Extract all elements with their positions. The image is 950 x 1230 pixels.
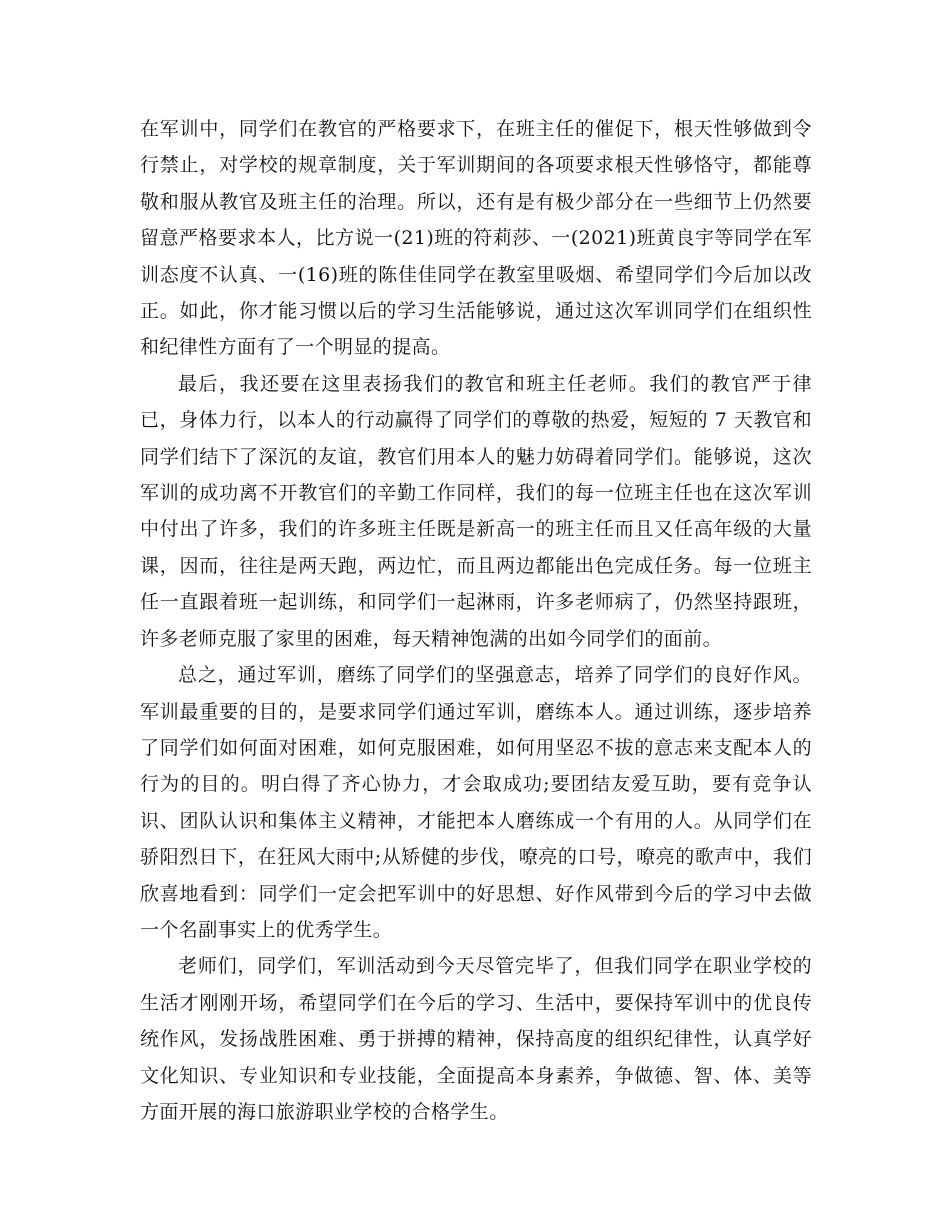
paragraph-1: 在军训中，同学们在教官的严格要求下，在班主任的催促下，根天性够做到令行禁止，对学校的规章制度，关于军训期间的各项要求根天性够恪守，都能尊敬和服从教官及班主任的治理。所以，还有是有极少部分在一些细节上仍然要留意严格要求本人，比方说一(21)班的符莉莎、一(2021)班黄良宇等同学在军训态度不认真、一(16)班的陈佳佳同学在教室里吸烟、希望同学们今后加以改正。如此，你才能习惯以后的学习生活能够说，通过这次军训同学们在组织性和纪律性方面有了一个明显的提高。 xyxy=(140,118,812,359)
document-body xyxy=(140,111,812,1130)
paragraph-2: 最后，我还要在这里表扬我们的教官和班主任老师。我们的教官严于律已，身体力行，以本人的行动赢得了同学们的尊敬的热爱，短短的 7 天教官和同学们结下了深沉的友谊，教官们用本人的魅力妨碍着同学们。能够说，这次军训的成功离不开教官们的辛勤工作同样，我们的每一位班主任也在这次军训中付出了许多，我们的许多班主任既是新高一的班主任而且又任高年级的大量课，因而，往往是两天跑，两边忙，而且两边都能出色完成任务。每一位班主任一直跟着班一起训练，和同学们一起淋雨，许多老师病了，仍然坚持跟班，许多老师克服了家里的困难，每天精神饱满的出如今同学们的面前。 xyxy=(140,372,812,650)
paragraph-4: 老师们，同学们，军训活动到今天尽管完毕了，但我们同学在职业学校的生活才刚刚开场，希望同学们在今后的学习、生活中，要保持军训中的优良传统作风，发扬战胜困难、勇于拼搏的精神，保持高度的组织纪律性，认真学好文化知识、专业知识和专业技能，全面提高本身素养，争做德、智、体、美等方面开展的海口旅游职业学校的合格学生。 xyxy=(140,955,812,1123)
paragraph-3: 总之，通过军训，磨练了同学们的坚强意志，培养了同学们的良好作风。军训最重要的目的，是要求同学们通过军训，磨练本人。通过训练，逐步培养了同学们如何面对困难，如何克服困难，如何用坚忍不拔的意志来支配本人的行为的目的。明白得了齐心协力，才会取成功;要团结友爱互助，要有竞争认识、团队认识和集体主义精神，才能把本人磨练成一个有用的人。从同学们在骄阳烈日下，在狂风大雨中;从矫健的步伐，嘹亮的口号，嘹亮的歌声中，我们欣喜地看到：同学们一定会把军训中的好思想、好作风带到今后的学习中去做一个名副事实上的优秀学生。 xyxy=(140,664,812,941)
